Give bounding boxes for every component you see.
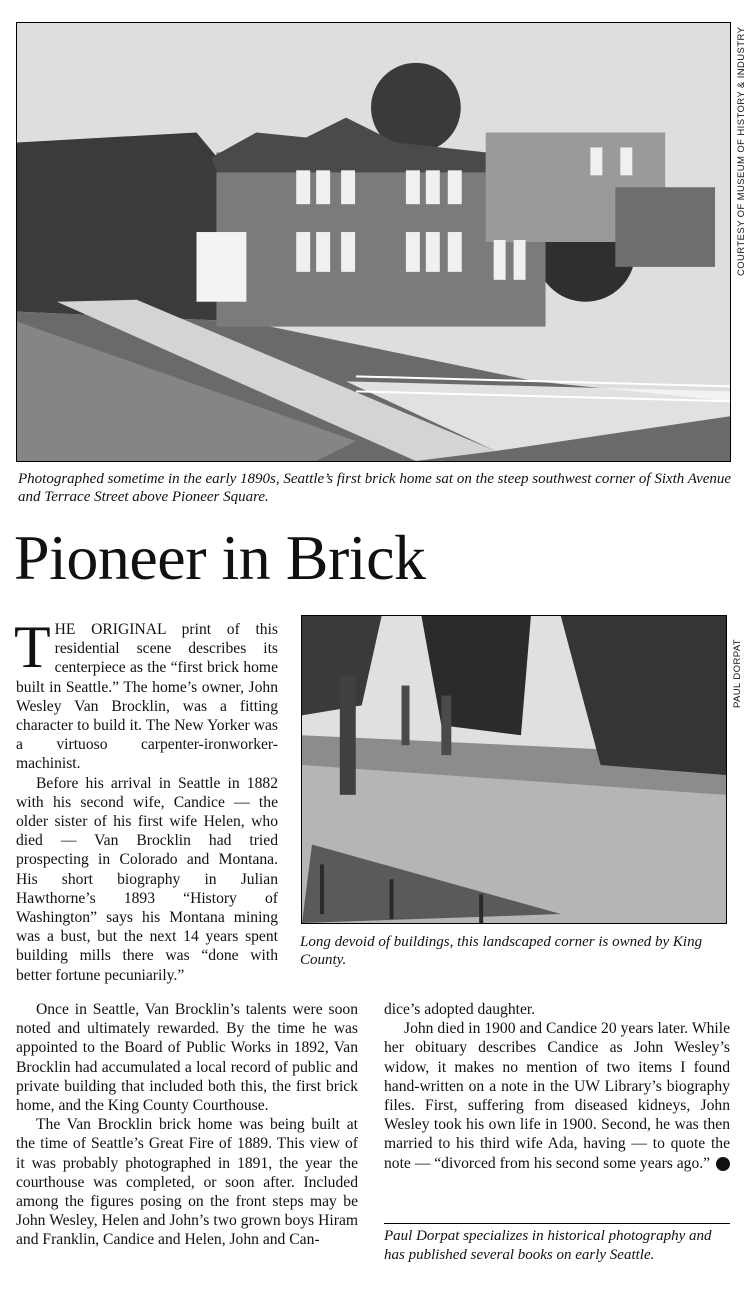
article-column-left bbox=[16, 1000, 358, 1250]
historic-house-illustration bbox=[17, 23, 730, 461]
paragraph-1-text: HE ORIGINAL print of this residential scene describes its centerpiece as the “first brick home built in Seattle.” The home’s owner, John Wesley Van Brocklin, was a fitting character to build it. The New Yorker was a virtuoso carpenter-ironworker-machinist. bbox=[16, 621, 278, 773]
article-column-right bbox=[384, 1000, 743, 1173]
article-paragraph-4: The Van Brocklin brick home was being built at the time of Seattle’s Great Fire of 1889. This view of it was probably photographed in 1891, the year the courthouse was completed, or soon after. Included among the figures posing on the front steps may be John Wesley, Helen and John’s two grown boys Hiram and Franklin, Candice and Helen, John and Can- bbox=[16, 1116, 358, 1249]
landscaped-corner-illustration bbox=[302, 616, 726, 923]
historic-house-photo bbox=[16, 22, 731, 462]
article-paragraph-5 bbox=[384, 1019, 743, 1173]
photo-caption-right: Long devoid of buildings, this landscaped corner is owned by King County. bbox=[300, 934, 703, 968]
article-paragraph-4-continued: dice’s adopted daughter. bbox=[384, 1001, 536, 1018]
photo-credit: COURTESY OF MUSEUM OF HISTORY & INDUSTRY bbox=[736, 26, 747, 276]
article-paragraph-2: Before his arrival in Seattle in 1882 with his second wife, Candice — the older sister of his first wife Helen, who died — Van Brocklin had tried prospecting in Colorado and Montana. His short biography in Julian Hawthorne’s 1893 “History of Washington” says his Montana mining was a bust, but the next 14 years spent building mills there was “done with better fortune pecuniarily.” bbox=[16, 774, 278, 984]
article-column-narrow bbox=[14, 614, 278, 985]
article-paragraph-1 bbox=[14, 614, 278, 774]
end-mark-icon: P bbox=[716, 1157, 730, 1171]
landscaped-corner-photo bbox=[301, 615, 727, 924]
photo-credit-right: PAUL DORPAT bbox=[732, 639, 743, 708]
photo-caption: Photographed sometime in the early 1890s, Seattle’s first brick home sat on the steep southwest corner of Sixth Avenue and Terrace Street above Pioneer Square. bbox=[18, 471, 732, 505]
article-paragraph-3: Once in Seattle, Van Brocklin’s talents were soon noted and ultimately rewarded. By the time he was appointed to the Board of Public Works in 1892, Van Brocklin had accumulated a local record of public and private building that included both this, the first brick home, and the King County Courthouse. bbox=[16, 1001, 358, 1115]
paragraph-5-text: John died in 1900 and Candice 20 years later. While her obituary describes Candice as John Wesley’s widow, it makes no mention of two items I found hand-written on a note in the UW Library’s biography files. First, suffering from diseased kidneys, John Wesley took his own life in 1900. Second, he was then married to his third wife Ada, having — to quote the note — “divorced from his second some years ago.” bbox=[384, 1020, 730, 1172]
author-bio: Paul Dorpat specializes in historical photography and has published several books on early Seattle. bbox=[384, 1228, 712, 1263]
drop-cap: T bbox=[14, 614, 51, 680]
headline: Pioneer in Brick bbox=[14, 522, 426, 593]
bio-divider bbox=[384, 1223, 730, 1224]
